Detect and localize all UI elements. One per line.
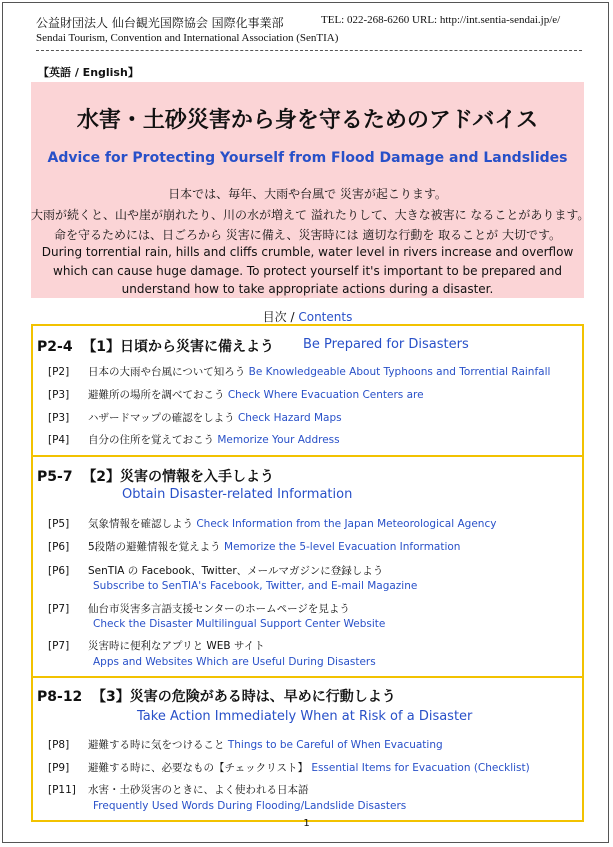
toc-section-2-heading[interactable] [37, 466, 274, 486]
intro-jp-line: 日本では、毎年、大雨や台風で 災害が起こります。 [168, 187, 447, 201]
toc-item[interactable]: [P3] ハザードマップの確認をしよう Check Hazard Maps [48, 412, 342, 424]
page-title-jp: 水害・土砂災害から身を守るためのアドバイス [76, 108, 539, 133]
language-label: 【英語 / English】 [38, 66, 139, 79]
toc-item-en[interactable]: Check the Disaster Multilingual Support Center Website [93, 618, 386, 630]
toc-heading-jp: 目次 [262, 310, 287, 324]
section-pages: P5-7 [37, 469, 73, 485]
toc-heading-en: Contents [298, 310, 353, 324]
section-pages: P8-12 [37, 689, 83, 705]
page-title-en: Advice for Protecting Yourself from Flood Damage and Landslides [47, 150, 568, 166]
section-title-en[interactable]: Obtain Disaster-related Information [122, 487, 353, 502]
section-divider [33, 676, 582, 678]
toc-item[interactable]: [P9] 避難する時に、必要なもの【チェックリスト】 Essential Items for Evacuation (Checklist) [48, 762, 530, 774]
toc-section-1-heading[interactable] [37, 336, 274, 356]
toc-item[interactable]: [P6] SenTIA の Facebook、Twitter、メールマガジンに登録しよう [48, 565, 384, 577]
toc-item-en[interactable]: Subscribe to SenTIA's Facebook, Twitter, and E-mail Magazine [93, 580, 418, 592]
section-divider [33, 455, 582, 457]
header-divider [36, 50, 582, 51]
toc-item[interactable]: [P11] 水害・土砂災害のときに、よく使われる日本語 [48, 784, 309, 796]
toc-item-en[interactable]: Frequently Used Words During Flooding/Landslide Disasters [93, 800, 407, 812]
intro-en-line: which can cause huge damage. To protect yourself it's important to be prepared and [53, 264, 562, 278]
section-title-jp: 【2】災害の情報を入手しよう [82, 469, 275, 485]
section-pages: P2-4 [37, 339, 73, 355]
contact-info: TEL: 022-268-6260 URL: http://int.sentia-sendai.jp/e/ [321, 14, 561, 26]
toc-heading [31, 308, 584, 325]
organization-name-en: Sendai Tourism, Convention and International Association (SenTIA) [36, 32, 339, 44]
toc-item[interactable]: [P6] 5段階の避難情報を覚えよう Memorize the 5-level Evacuation Information [48, 541, 461, 553]
intro-en-line: understand how to take appropriate actions during a disaster. [121, 282, 494, 296]
section-title-en[interactable]: Be Prepared for Disasters [303, 337, 469, 352]
section-title-en[interactable]: Take Action Immediately When at Risk of a Disaster [137, 709, 473, 724]
organization-name-jp: 公益財団法人 仙台観光国際協会 国際化事業部 [36, 16, 284, 30]
page-number: 1 [303, 818, 310, 829]
toc-section-3-heading[interactable] [37, 686, 396, 706]
toc-item[interactable]: [P2] 日本の大雨や台風について知ろう Be Knowledgeable About Typhoons and Torrential Rainfall [48, 366, 551, 378]
intro-jp-line: 命を守るためには、日ごろから 災害に備え、災害時には 適切な行動を 取ることが 大切です。 [53, 228, 562, 242]
intro-jp-line: 大雨が続くと、山や崖が崩れたり、川の水が増えて 溢れたりして、大きな被害に なることがあります。 [31, 208, 590, 222]
toc-item[interactable]: [P7] 災害時に便利なアプリと WEB サイト [48, 640, 265, 652]
toc-item[interactable]: [P7] 仙台市災害多言語支援センターのホームページを見よう [48, 603, 350, 615]
toc-heading-separator: / [286, 310, 299, 324]
section-title-jp: 【1】日頃から災害に備えよう [82, 339, 275, 355]
toc-item[interactable]: [P5] 気象情報を確認しよう Check Information from the Japan Meteorological Agency [48, 518, 497, 530]
toc-item[interactable]: [P3] 避難所の場所を調べておこう Check Where Evacuation Centers are [48, 389, 424, 401]
toc-item[interactable]: [P8] 避難する時に気をつけること Things to be Careful of When Evacuating [48, 739, 443, 751]
toc-item-en[interactable]: Apps and Websites Which are Useful During Disasters [93, 656, 376, 668]
intro-en-line: During torrential rain, hills and cliffs crumble, water level in rivers increase and overflow [41, 245, 574, 259]
toc-item[interactable]: [P4] 自分の住所を覚えておこう Memorize Your Address [48, 434, 340, 446]
section-title-jp: 【3】災害の危険がある時は、早めに行動しよう [92, 689, 396, 705]
